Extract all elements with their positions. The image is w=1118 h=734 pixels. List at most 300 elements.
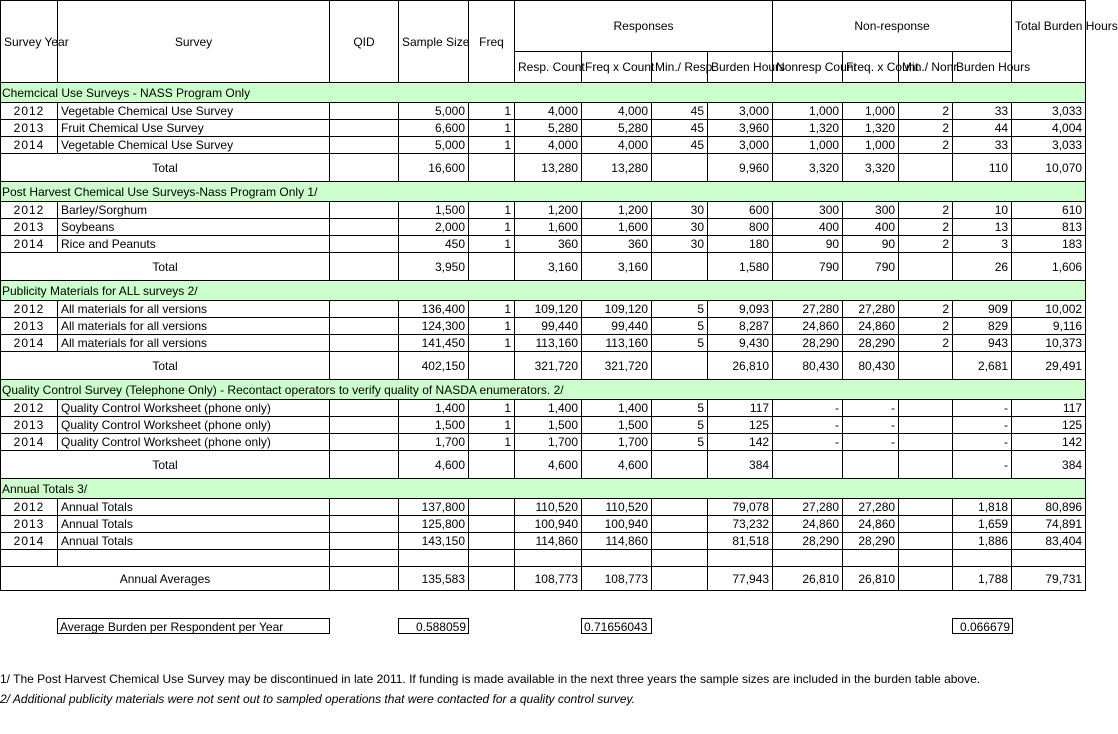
cell-survey: All materials for all versions (58, 318, 330, 335)
cell-qid (330, 103, 399, 120)
cell-resp: 5,280 (515, 120, 582, 137)
cell-year: 2012 (1, 103, 58, 120)
cell-survey: Vegetable Chemical Use Survey (58, 103, 330, 120)
average-burden-label: Average Burden per Respondent per Year (57, 618, 330, 634)
cell-nonresp: - (773, 417, 843, 434)
cell-nonresp: 28,290 (773, 335, 843, 352)
cell-resp: 321,720 (515, 352, 582, 380)
cell-freq (469, 253, 515, 281)
header-freq: Freq (469, 1, 515, 83)
cell-min (652, 516, 708, 533)
cell-year: 2013 (1, 219, 58, 236)
cell-qid (330, 154, 399, 182)
cell-resp: 108,773 (515, 567, 582, 591)
cell-nfxc: 300 (843, 202, 899, 219)
cell-qid (330, 516, 399, 533)
empty-row (1, 550, 1086, 567)
cell-burden: 8,287 (708, 318, 773, 335)
cell-nmin: 2 (899, 335, 953, 352)
cell-nmin: 2 (899, 318, 953, 335)
cell-nmin (899, 567, 953, 591)
cell-fxc: 110,520 (582, 499, 652, 516)
cell-total: 10,070 (1012, 154, 1086, 182)
header-qid: QID (330, 1, 399, 83)
cell-year: 2013 (1, 318, 58, 335)
cell-nmin (899, 253, 953, 281)
cell-total: 3,033 (1012, 103, 1086, 120)
header-total-burden-hours: Total Burden Hours (1012, 1, 1086, 83)
cell-freq: 1 (469, 137, 515, 154)
cell-freq (469, 567, 515, 591)
cell-survey: Annual Totals (58, 533, 330, 550)
header-min-nonr: Min./ Nonr. (899, 52, 953, 83)
cell-burden: 800 (708, 219, 773, 236)
footnote-1: 1/ The Post Harvest Chemical Use Survey may be discontinued in late 2011. If funding is made available in the next three years the sample sizes are included in the burden table above. (0, 672, 981, 686)
cell-total: 10,373 (1012, 335, 1086, 352)
cell-nonresp: 26,810 (773, 567, 843, 591)
table-row (1, 417, 1086, 434)
cell-qid (330, 434, 399, 451)
cell-sample: 16,600 (399, 154, 469, 182)
cell-sample: 125,800 (399, 516, 469, 533)
cell-freq: 1 (469, 103, 515, 120)
cell-nfxc: 24,860 (843, 318, 899, 335)
empty-cell (582, 550, 652, 567)
cell-fxc: 114,860 (582, 533, 652, 550)
cell-sample: 1,500 (399, 202, 469, 219)
cell-nfxc: 27,280 (843, 499, 899, 516)
cell-nonresp: 1,000 (773, 103, 843, 120)
cell-nburden: 3 (953, 236, 1012, 253)
cell-min: 30 (652, 202, 708, 219)
cell-fxc: 99,440 (582, 318, 652, 335)
cell-nburden: 1,659 (953, 516, 1012, 533)
table-row (1, 533, 1086, 550)
table-row (1, 219, 1086, 236)
section-title: Post Harvest Chemical Use Surveys-Nass Program Only 1/ (1, 182, 1086, 202)
cell-freq: 1 (469, 335, 515, 352)
cell-nburden: - (953, 451, 1012, 479)
cell-sample: 6,600 (399, 120, 469, 137)
header-resp-count: Resp. Count (515, 52, 582, 83)
cell-nfxc: - (843, 400, 899, 417)
section-header-row (1, 83, 1086, 103)
cell-burden: 180 (708, 236, 773, 253)
cell-nfxc: 1,000 (843, 103, 899, 120)
cell-sample: 143,150 (399, 533, 469, 550)
cell-freq: 1 (469, 318, 515, 335)
cell-min: 45 (652, 103, 708, 120)
cell-resp: 1,700 (515, 434, 582, 451)
cell-fxc: 3,160 (582, 253, 652, 281)
cell-sample: 4,600 (399, 451, 469, 479)
cell-nburden: 13 (953, 219, 1012, 236)
cell-nonresp: 24,860 (773, 516, 843, 533)
cell-fxc: 321,720 (582, 352, 652, 380)
cell-nonresp: 400 (773, 219, 843, 236)
empty-cell (652, 550, 708, 567)
cell-burden: 3,000 (708, 103, 773, 120)
cell-year: 2013 (1, 120, 58, 137)
cell-sample: 450 (399, 236, 469, 253)
cell-resp: 1,500 (515, 417, 582, 434)
cell-fxc: 100,940 (582, 516, 652, 533)
cell-nmin: 2 (899, 202, 953, 219)
cell-min (652, 567, 708, 591)
table-row (1, 516, 1086, 533)
cell-burden: 81,518 (708, 533, 773, 550)
cell-nmin: 2 (899, 137, 953, 154)
cell-freq (469, 451, 515, 479)
empty-cell (58, 550, 330, 567)
average-burden-freq-x-count: 0.71656043 (581, 618, 652, 634)
cell-fxc: 360 (582, 236, 652, 253)
section-header-row (1, 479, 1086, 499)
cell-resp: 4,000 (515, 103, 582, 120)
cell-qid (330, 202, 399, 219)
cell-resp: 13,280 (515, 154, 582, 182)
cell-min: 45 (652, 137, 708, 154)
cell-year: 2013 (1, 516, 58, 533)
cell-nburden: 909 (953, 301, 1012, 318)
cell-min: 5 (652, 400, 708, 417)
cell-nonresp: 300 (773, 202, 843, 219)
cell-sample: 136,400 (399, 301, 469, 318)
cell-nmin: 2 (899, 120, 953, 137)
cell-nonresp: 80,430 (773, 352, 843, 380)
cell-total: 142 (1012, 434, 1086, 451)
cell-min: 5 (652, 335, 708, 352)
cell-freq: 1 (469, 120, 515, 137)
cell-total: 384 (1012, 451, 1086, 479)
total-label: Total (1, 352, 330, 380)
cell-min (652, 499, 708, 516)
cell-sample: 1,500 (399, 417, 469, 434)
cell-qid (330, 499, 399, 516)
empty-cell (330, 550, 399, 567)
cell-resp: 109,120 (515, 301, 582, 318)
cell-nfxc: 26,810 (843, 567, 899, 591)
cell-freq: 1 (469, 202, 515, 219)
cell-year: 2012 (1, 400, 58, 417)
cell-nburden: 10 (953, 202, 1012, 219)
cell-nburden: 829 (953, 318, 1012, 335)
cell-qid (330, 137, 399, 154)
cell-fxc: 1,600 (582, 219, 652, 236)
cell-min (652, 533, 708, 550)
cell-total: 79,731 (1012, 567, 1086, 591)
section-header-row (1, 182, 1086, 202)
total-row (1, 451, 1086, 479)
section-header-row (1, 281, 1086, 301)
cell-min: 5 (652, 417, 708, 434)
cell-burden: 1,580 (708, 253, 773, 281)
cell-survey: Rice and Peanuts (58, 236, 330, 253)
cell-burden: 26,810 (708, 352, 773, 380)
cell-burden: 9,430 (708, 335, 773, 352)
cell-survey: Annual Totals (58, 516, 330, 533)
cell-total: 9,116 (1012, 318, 1086, 335)
cell-freq (469, 499, 515, 516)
empty-cell (469, 550, 515, 567)
cell-fxc: 4,000 (582, 103, 652, 120)
cell-nburden: 33 (953, 137, 1012, 154)
cell-nonresp: 28,290 (773, 533, 843, 550)
cell-burden: 9,960 (708, 154, 773, 182)
cell-year: 2014 (1, 236, 58, 253)
cell-qid (330, 120, 399, 137)
cell-resp: 360 (515, 236, 582, 253)
cell-nfxc: 790 (843, 253, 899, 281)
cell-qid (330, 352, 399, 380)
total-label: Total (1, 451, 330, 479)
section-header-row (1, 380, 1086, 400)
cell-survey: Quality Control Worksheet (phone only) (58, 417, 330, 434)
cell-nmin: 2 (899, 301, 953, 318)
cell-nonresp: - (773, 434, 843, 451)
empty-cell (953, 550, 1012, 567)
cell-nfxc: - (843, 434, 899, 451)
cell-min (652, 352, 708, 380)
cell-nburden: 26 (953, 253, 1012, 281)
cell-year: 2012 (1, 499, 58, 516)
table-row (1, 236, 1086, 253)
empty-cell (1012, 550, 1086, 567)
cell-burden: 142 (708, 434, 773, 451)
cell-nonresp: 1,000 (773, 137, 843, 154)
section-title: Publicity Materials for ALL surveys 2/ (1, 281, 1086, 301)
cell-qid (330, 236, 399, 253)
cell-total: 80,896 (1012, 499, 1086, 516)
empty-cell (515, 550, 582, 567)
table-row (1, 103, 1086, 120)
cell-fxc: 108,773 (582, 567, 652, 591)
average-burden-row (0, 618, 1085, 636)
cell-qid (330, 533, 399, 550)
cell-qid (330, 451, 399, 479)
cell-sample: 135,583 (399, 567, 469, 591)
total-label: Total (1, 154, 330, 182)
header-sample-size: Sample Size (399, 1, 469, 83)
cell-fxc: 1,700 (582, 434, 652, 451)
cell-year: 2012 (1, 301, 58, 318)
cell-resp: 113,160 (515, 335, 582, 352)
cell-burden: 77,943 (708, 567, 773, 591)
cell-qid (330, 301, 399, 318)
cell-nfxc: 400 (843, 219, 899, 236)
cell-year: 2012 (1, 202, 58, 219)
cell-nmin (899, 400, 953, 417)
cell-total: 83,404 (1012, 533, 1086, 550)
empty-cell (899, 550, 953, 567)
cell-nmin (899, 451, 953, 479)
cell-sample: 5,000 (399, 137, 469, 154)
cell-nmin: 2 (899, 219, 953, 236)
cell-min: 5 (652, 434, 708, 451)
cell-resp: 114,860 (515, 533, 582, 550)
cell-fxc: 4,600 (582, 451, 652, 479)
cell-total: 3,033 (1012, 137, 1086, 154)
cell-freq (469, 352, 515, 380)
cell-fxc: 13,280 (582, 154, 652, 182)
cell-freq (469, 516, 515, 533)
cell-burden: 600 (708, 202, 773, 219)
header-nonresp-count: Nonresp Count (773, 52, 843, 83)
table-row (1, 400, 1086, 417)
cell-nfxc: 27,280 (843, 301, 899, 318)
header-freq-x-count-nonresp: Freq. x Count (843, 52, 899, 83)
cell-min: 5 (652, 318, 708, 335)
footnote-2: 2/ Additional publicity materials were not sent out to sampled operations that were contacted for a quality control survey. (0, 692, 636, 706)
cell-nmin: 2 (899, 103, 953, 120)
cell-year: 2013 (1, 417, 58, 434)
cell-freq: 1 (469, 417, 515, 434)
cell-sample: 1,700 (399, 434, 469, 451)
empty-cell (708, 550, 773, 567)
cell-nmin (899, 434, 953, 451)
cell-nburden: - (953, 434, 1012, 451)
cell-nfxc: 24,860 (843, 516, 899, 533)
table-row (1, 301, 1086, 318)
cell-resp: 110,520 (515, 499, 582, 516)
header-min-resp: Min./ Resp. (652, 52, 708, 83)
cell-nmin (899, 533, 953, 550)
cell-survey: Quality Control Worksheet (phone only) (58, 434, 330, 451)
cell-nburden: - (953, 400, 1012, 417)
cell-qid (330, 335, 399, 352)
cell-nfxc: 3,320 (843, 154, 899, 182)
cell-sample: 5,000 (399, 103, 469, 120)
header-responses: Responses (515, 1, 773, 52)
cell-nburden: 1,818 (953, 499, 1012, 516)
cell-nonresp: 790 (773, 253, 843, 281)
cell-nonresp: - (773, 400, 843, 417)
cell-burden: 125 (708, 417, 773, 434)
cell-nburden: 2,681 (953, 352, 1012, 380)
total-row (1, 253, 1086, 281)
table-row (1, 137, 1086, 154)
cell-nfxc: 80,430 (843, 352, 899, 380)
cell-freq (469, 154, 515, 182)
cell-resp: 1,400 (515, 400, 582, 417)
cell-freq: 1 (469, 301, 515, 318)
total-row (1, 352, 1086, 380)
cell-total: 74,891 (1012, 516, 1086, 533)
cell-sample: 141,450 (399, 335, 469, 352)
cell-total: 4,004 (1012, 120, 1086, 137)
cell-sample: 137,800 (399, 499, 469, 516)
cell-nmin (899, 352, 953, 380)
cell-qid (330, 400, 399, 417)
cell-burden: 79,078 (708, 499, 773, 516)
cell-nfxc: 1,000 (843, 137, 899, 154)
cell-nburden: 1,886 (953, 533, 1012, 550)
empty-cell (399, 550, 469, 567)
cell-survey: Fruit Chemical Use Survey (58, 120, 330, 137)
cell-freq: 1 (469, 219, 515, 236)
cell-total: 813 (1012, 219, 1086, 236)
cell-min: 30 (652, 236, 708, 253)
cell-resp: 4,600 (515, 451, 582, 479)
cell-nmin (899, 417, 953, 434)
cell-fxc: 5,280 (582, 120, 652, 137)
cell-burden: 117 (708, 400, 773, 417)
cell-nonresp: 24,860 (773, 318, 843, 335)
total-row (1, 567, 1086, 591)
cell-total: 10,002 (1012, 301, 1086, 318)
total-label: Annual Averages (1, 567, 330, 591)
cell-nfxc: 28,290 (843, 533, 899, 550)
cell-nonresp: 90 (773, 236, 843, 253)
header-freq-x-count: Freq x Count (582, 52, 652, 83)
cell-survey: Barley/Sorghum (58, 202, 330, 219)
table-row (1, 499, 1086, 516)
cell-min: 5 (652, 301, 708, 318)
total-row (1, 154, 1086, 182)
cell-nonresp: 1,320 (773, 120, 843, 137)
average-burden-nonresp: 0.066679 (952, 618, 1013, 634)
section-title: Annual Totals 3/ (1, 479, 1086, 499)
cell-burden: 3,000 (708, 137, 773, 154)
table-row (1, 434, 1086, 451)
section-title: Chemcical Use Surveys - NASS Program Only (1, 83, 1086, 103)
table-row (1, 335, 1086, 352)
empty-cell (773, 550, 843, 567)
cell-nfxc: 28,290 (843, 335, 899, 352)
cell-survey: Quality Control Worksheet (phone only) (58, 400, 330, 417)
cell-qid (330, 219, 399, 236)
cell-resp: 100,940 (515, 516, 582, 533)
cell-burden: 384 (708, 451, 773, 479)
cell-nfxc (843, 451, 899, 479)
cell-nmin (899, 499, 953, 516)
cell-year: 2014 (1, 533, 58, 550)
cell-nonresp: 27,280 (773, 499, 843, 516)
cell-qid (330, 318, 399, 335)
cell-year: 2014 (1, 335, 58, 352)
cell-survey: Vegetable Chemical Use Survey (58, 137, 330, 154)
cell-nmin: 2 (899, 236, 953, 253)
cell-fxc: 1,200 (582, 202, 652, 219)
average-burden-sample: 0.588059 (398, 618, 469, 634)
cell-freq: 1 (469, 434, 515, 451)
cell-qid (330, 567, 399, 591)
cell-sample: 3,950 (399, 253, 469, 281)
cell-nonresp (773, 451, 843, 479)
cell-nburden: 44 (953, 120, 1012, 137)
header-non-response: Non-response (773, 1, 1012, 52)
cell-total: 29,491 (1012, 352, 1086, 380)
cell-sample: 124,300 (399, 318, 469, 335)
empty-cell (843, 550, 899, 567)
table-row (1, 318, 1086, 335)
cell-min: 30 (652, 219, 708, 236)
section-title: Quality Control Survey (Telephone Only) - Recontact operators to verify quality of NASDA enumerators. 2/ (1, 380, 1086, 400)
cell-burden: 3,960 (708, 120, 773, 137)
cell-resp: 1,200 (515, 202, 582, 219)
cell-survey: Annual Totals (58, 499, 330, 516)
cell-freq: 1 (469, 400, 515, 417)
empty-cell (1, 550, 58, 567)
header-burden-hours: Burden Hours (708, 52, 773, 83)
cell-sample: 2,000 (399, 219, 469, 236)
table-row (1, 120, 1086, 137)
cell-nfxc: - (843, 417, 899, 434)
header-burden-hours-nonresp: Burden Hours (953, 52, 1012, 83)
cell-fxc: 4,000 (582, 137, 652, 154)
cell-nburden: - (953, 417, 1012, 434)
cell-year: 2014 (1, 434, 58, 451)
